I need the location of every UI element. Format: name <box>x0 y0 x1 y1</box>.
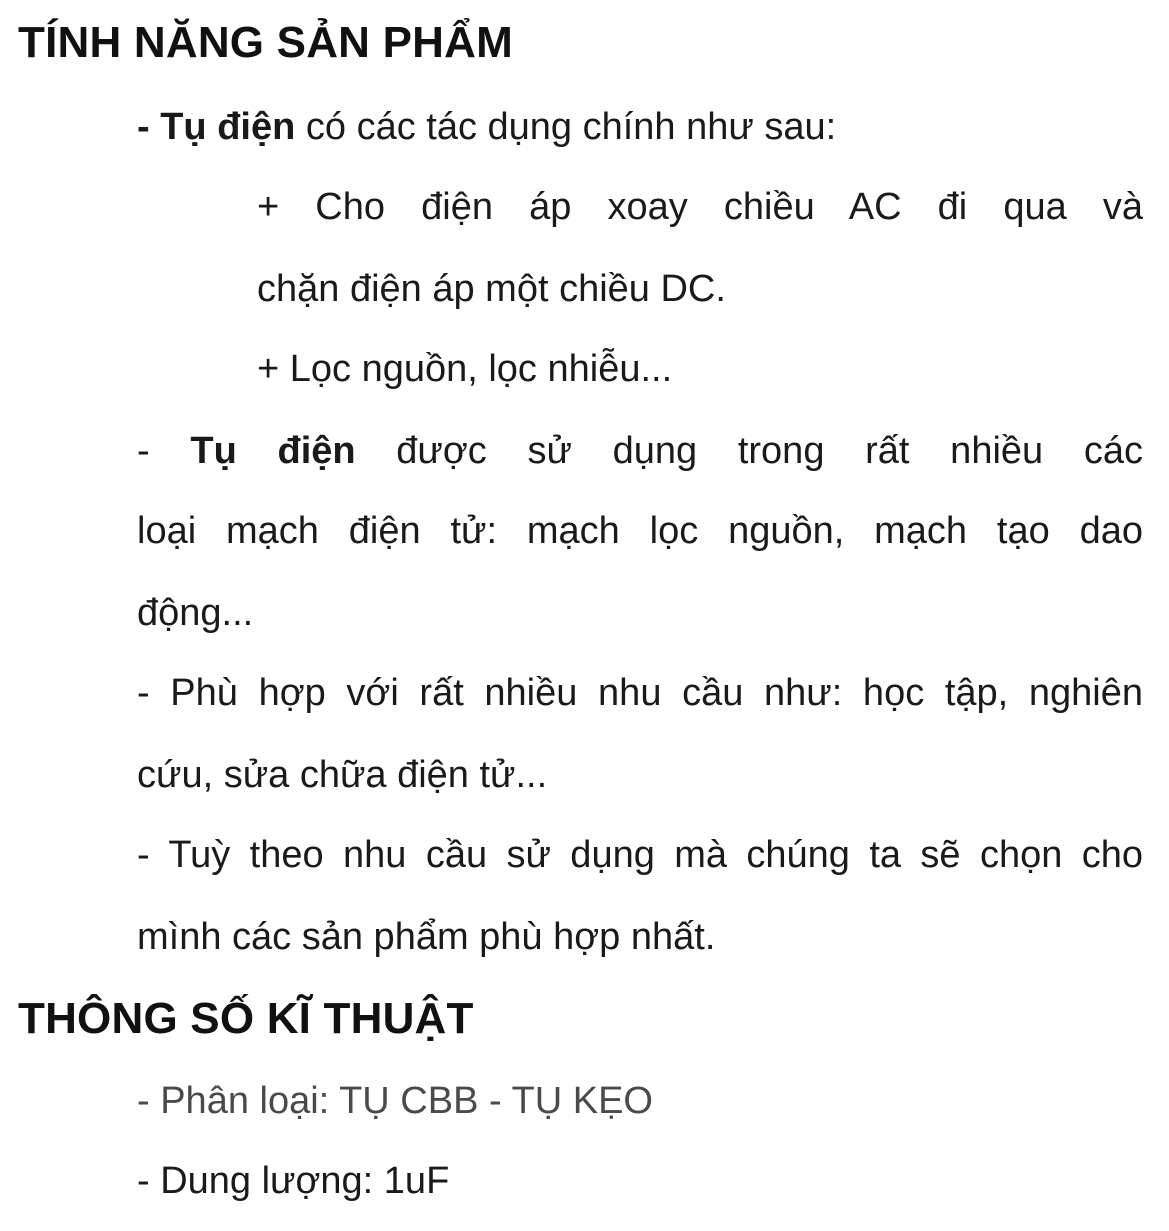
effect-ac-line2: chặn điện áp một chiều DC. <box>257 268 726 310</box>
usage-line3: động... <box>137 592 254 634</box>
effect-filter-line: + Lọc nguồn, lọc nhiễu... <box>257 348 673 390</box>
intro-rest: có các tác dụng chính như sau: <box>295 106 837 148</box>
usage-rest: được sử dụng trong rất nhiều các <box>396 430 1143 472</box>
intro-dash: - <box>137 106 161 148</box>
features-heading: TÍNH NĂNG SẢN PHẨM <box>18 18 513 67</box>
fit-line1: - Phù hợp với rất nhiều nhu cầu như: học tập, nghiên <box>137 672 1143 714</box>
spec-type: - Phân loại: TỤ CBB - TỤ KẸO <box>137 1080 653 1122</box>
choice-line1: - Tuỳ theo nhu cầu sử dụng mà chúng ta sẽ chọn cho <box>137 834 1143 876</box>
usage-line1 <box>137 428 1143 474</box>
usage-dash: - <box>137 430 150 472</box>
spec-capacity: - Dung lượng: 1uF <box>137 1160 450 1202</box>
intro-bold-term: Tụ điện <box>160 106 296 148</box>
usage-bold-term: Tụ điện <box>190 430 356 472</box>
effect-ac-line1: + Cho điện áp xoay chiều AC đi qua và <box>257 186 1143 228</box>
choice-line2: mình các sản phẩm phù hợp nhất. <box>137 916 716 958</box>
fit-line2: cứu, sửa chữa điện tử... <box>137 754 548 796</box>
features-intro <box>137 104 836 150</box>
usage-line2: loại mạch điện tử: mạch lọc nguồn, mạch tạo dao <box>137 510 1143 552</box>
specs-heading: THÔNG SỐ KĨ THUẬT <box>18 994 474 1043</box>
